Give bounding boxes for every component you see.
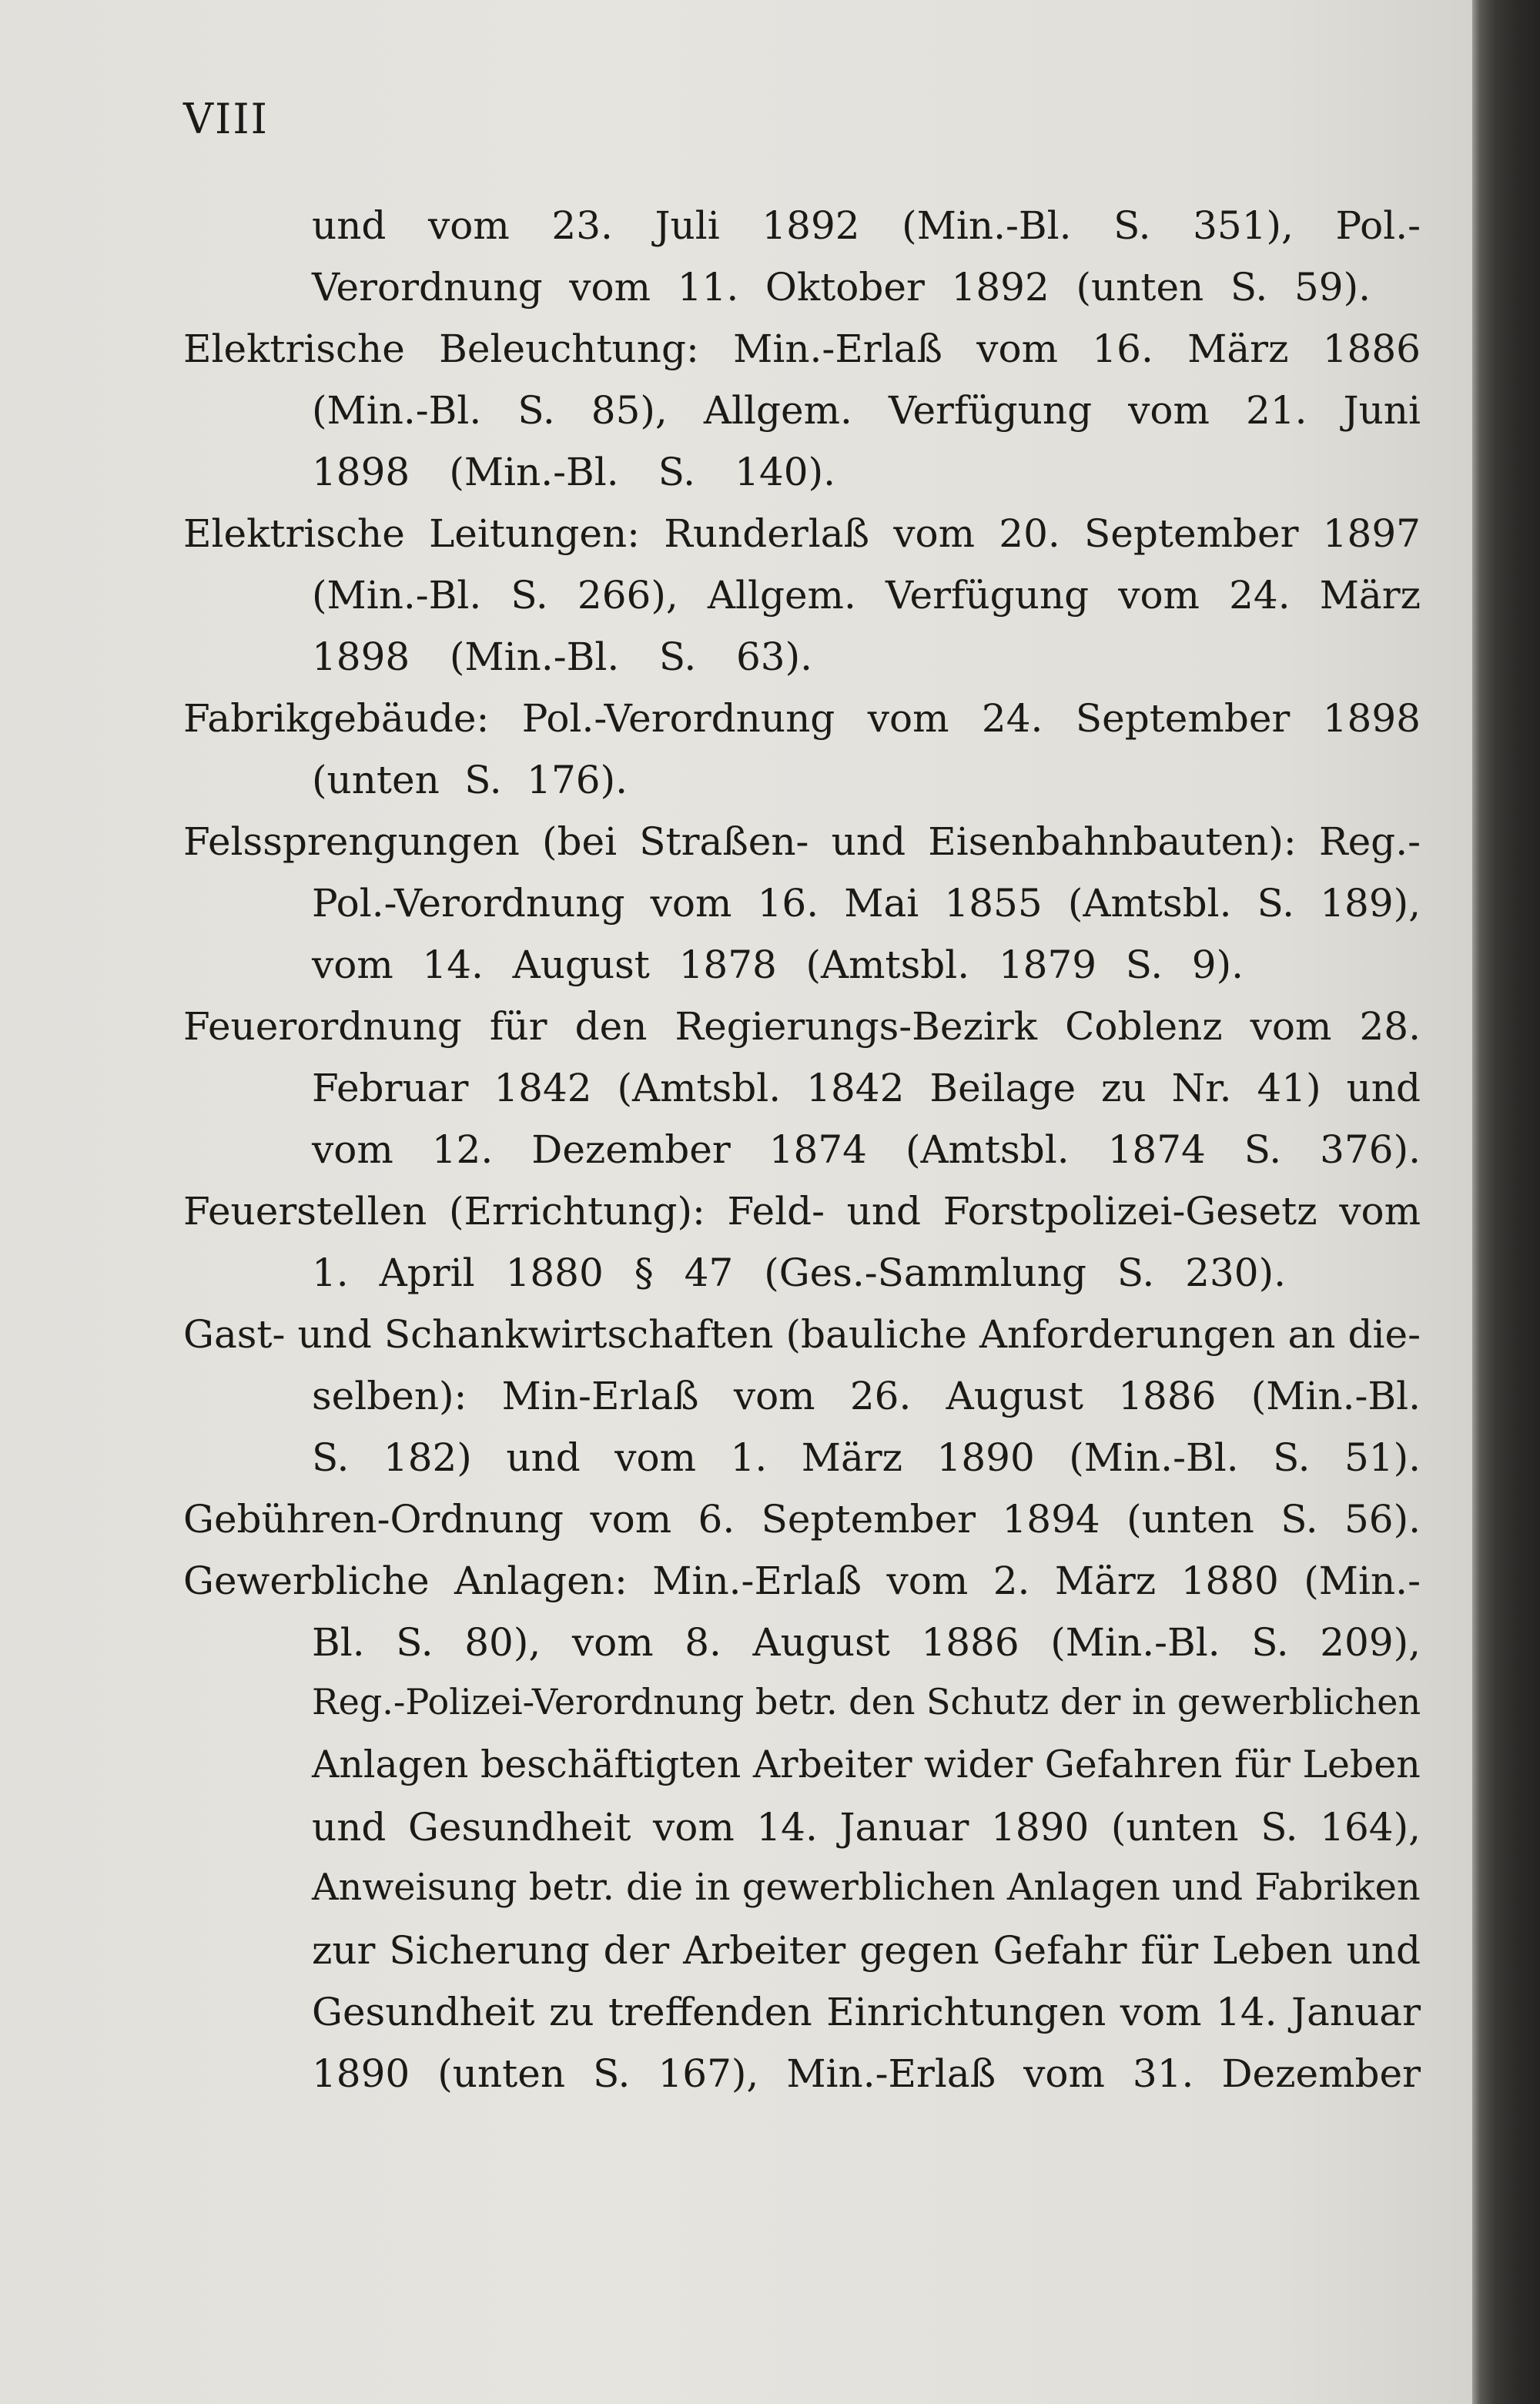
entry-heading-line: Feuerordnung für den Regierungs-Bezirk Coblenz vom 28. (183, 1004, 1421, 1049)
text-line: vom 12. Dezember 1874 (Amtsbl. 1874 S. 376). (312, 1127, 1421, 1172)
text-line: Februar 1842 (Amtsbl. 1842 Beilage zu Nr. 41) und (312, 1066, 1421, 1110)
text-line: Reg.-Polizei-Verordnung betr. den Schutz der in gewerblichen (312, 1681, 1421, 1723)
entry-heading-line: Gewerbliche Anlagen: Min.-Erlaß vom 2. März 1880 (Min.- (183, 1559, 1421, 1603)
entry-heading-line: Fabrikgebäude: Pol.-Verordnung vom 24. September 1898 (183, 696, 1421, 741)
text-line: 1898 (Min.-Bl. S. 140). (312, 450, 835, 494)
text-line: Anlagen beschäftigten Arbeiter wider Gefahren für Leben (312, 1743, 1421, 1786)
entry-heading-line: Elektrische Leitungen: Runderlaß vom 20. September 1897 (183, 511, 1421, 556)
page-number: VIII (183, 95, 269, 143)
text-line: zur Sicherung der Arbeiter gegen Gefahr für Leben und (312, 1928, 1421, 1973)
text-line: selben): Min-Erlaß vom 26. August 1886 (Min.-Bl. (312, 1374, 1421, 1418)
text-line: Anweisung betr. die in gewerblichen Anlagen und Fabriken (312, 1867, 1421, 1909)
text-line: vom 14. August 1878 (Amtsbl. 1879 S. 9). (312, 943, 1244, 987)
text-line: (Min.-Bl. S. 85), Allgem. Verfügung vom 21. Juni (312, 388, 1421, 433)
text-line: 1898 (Min.-Bl. S. 63). (312, 634, 812, 679)
text-line: Bl. S. 80), vom 8. August 1886 (Min.-Bl. S. 209), (312, 1620, 1421, 1665)
text-line: (Min.-Bl. S. 266), Allgem. Verfügung vom 24. März (312, 573, 1421, 618)
text-line: 1890 (unten S. 167), Min.-Erlaß vom 31. Dezember (312, 2051, 1421, 2096)
text-line: Gesundheit zu treffenden Einrichtungen vom 14. Januar (312, 1990, 1421, 2034)
text-line: und Gesundheit vom 14. Januar 1890 (unten S. 164), (312, 1805, 1421, 1850)
text-line: Verordnung vom 11. Oktober 1892 (unten S. 59). (312, 265, 1371, 310)
text-line: S. 182) und vom 1. März 1890 (Min.-Bl. S. 51). (312, 1435, 1421, 1480)
text-line: Pol.-Verordnung vom 16. Mai 1855 (Amtsbl. S. 189), (312, 881, 1421, 926)
entry-heading-line: Elektrische Beleuchtung: Min.-Erlaß vom 16. März 1886 (183, 326, 1421, 371)
text-line: und vom 23. Juli 1892 (Min.-Bl. S. 351), Pol.- (312, 203, 1421, 248)
book-spine-shadow (1472, 0, 1540, 2404)
entry-heading-line: Feuerstellen (Errichtung): Feld- und Forstpolizei-Gesetz vom (183, 1189, 1421, 1234)
text-line: 1. April 1880 § 47 (Ges.-Sammlung S. 230). (312, 1251, 1287, 1295)
entry-heading-line: Gebühren-Ordnung vom 6. September 1894 (unten S. 56). (183, 1497, 1421, 1542)
entry-heading-line: Felssprengungen (bei Straßen- und Eisenbahnbauten): Reg.- (183, 819, 1421, 864)
text-line: (unten S. 176). (312, 758, 628, 802)
entry-heading-line: Gast- und Schankwirtschaften (bauliche Anforderungen an die- (183, 1312, 1421, 1357)
